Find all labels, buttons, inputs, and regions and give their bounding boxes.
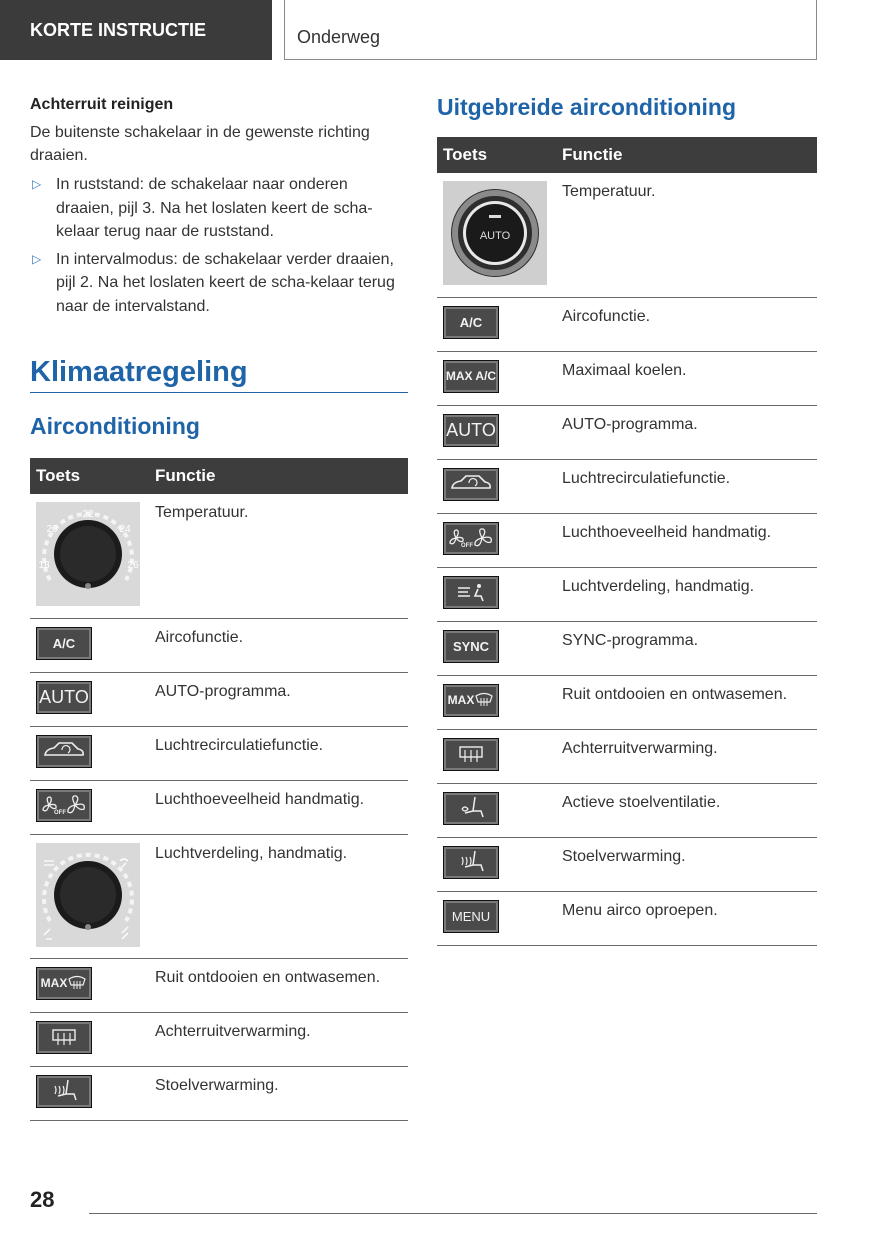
bullet-triangle-icon: ▷ [32,177,42,191]
air-distribution-icon [443,576,499,609]
function-text: Maximaal koelen. [556,351,817,405]
list-item [30,248,408,319]
temp-mark-20: 20 [46,524,58,535]
menu-button-icon: MENU [443,900,499,933]
right-column [437,94,817,946]
table-row [437,459,817,513]
max-label: MAX [447,693,475,707]
page-title: Klimaatregeling [30,356,408,393]
function-text: Aircofunctie. [149,618,408,672]
function-text: Luchtverdeling, handmatig. [556,567,817,621]
column-header-function: Functie [556,137,817,173]
rear-window-heating-icon [36,1021,92,1054]
table-row [30,834,408,958]
temp-mark-26: 26 [127,560,139,571]
footer-divider [89,1213,817,1214]
svg-text:OFF: OFF [461,543,473,549]
function-text: Actieve stoelventilatie. [556,783,817,837]
function-text: Ruit ontdooien en ontwasemen. [556,675,817,729]
section-title: Uitgebreide airconditioning [437,94,737,120]
function-text: Luchtrecirculatiefunctie. [556,459,817,513]
bullet-list [30,173,408,318]
ac-button-icon: A/C [443,306,499,339]
function-text: Aircofunctie. [556,297,817,351]
table-row [437,405,817,459]
function-text: Luchtverdeling, handmatig. [149,834,408,958]
auto-knob-icon [443,181,547,285]
function-text: Stoelverwarming. [149,1066,408,1120]
table-row [30,1012,408,1066]
auto-button-icon: AUTO [443,414,499,447]
temp-mark-18: 18 [38,560,50,571]
table-row [437,513,817,567]
recirculation-icon [443,468,499,501]
table-row [437,783,817,837]
max-defrost-icon [443,684,499,717]
function-text: Luchthoeveelheid handmatig. [149,780,408,834]
intro-paragraph: De buitenste schakelaar in de gewenste richting draaien. [30,124,370,164]
table-row [30,958,408,1012]
temp-mark-24: 24 [119,524,131,535]
function-text: Achterruitverwarming. [149,1012,408,1066]
table-row [437,173,817,297]
function-text: Temperatuur. [149,494,408,618]
rear-window-heating-icon [443,738,499,771]
function-table [30,458,408,1121]
table-row [30,726,408,780]
table-row [30,1066,408,1120]
table-row [437,729,817,783]
recirculation-icon [36,735,92,768]
air-distribution-knob-icon [36,843,140,947]
function-text: Stoelverwarming. [556,837,817,891]
table-row [437,567,817,621]
function-text: SYNC-programma. [556,621,817,675]
function-text: Temperatuur. [556,173,817,297]
table-row [30,780,408,834]
table-row [437,297,817,351]
table-row [30,494,408,618]
column-header-key: Toets [30,458,149,494]
function-text: Luchtrecirculatiefunctie. [149,726,408,780]
column-header-key: Toets [437,137,556,173]
auto-button-icon: AUTO [36,681,92,714]
subheading: Achterruit reinigen [30,96,174,113]
temp-mark-22: 22 [82,509,94,520]
max-defrost-icon [36,967,92,1000]
max-label: MAX [40,976,68,990]
max-ac-button-icon: MAX A/C [443,360,499,393]
table-row [437,675,817,729]
seat-heating-icon [36,1075,92,1108]
bullet-text: In ruststand: de schakelaar naar onderen draaien, pijl 3. Na het loslaten keert de scha-kelaar terug naar de ruststand. [56,176,373,240]
knob-auto-label: AUTO [479,230,511,242]
seat-ventilation-icon [443,792,499,825]
section-title: Airconditioning [30,413,200,439]
table-row [30,618,408,672]
chapter-header: Onderweg [284,0,817,60]
sync-button-icon: SYNC [443,630,499,663]
table-row [437,837,817,891]
section-header: KORTE INSTRUCTIE [0,0,272,60]
svg-text:OFF: OFF [54,810,66,816]
function-text: Menu airco oproepen. [556,891,817,945]
bullet-triangle-icon: ▷ [32,251,42,266]
function-text: AUTO-programma. [149,672,408,726]
seat-heating-icon [443,846,499,879]
function-table [437,137,817,946]
bullet-text: In intervalmodus: de schakelaar verder draaien, pijl 2. Na het loslaten keert de scha-kelaar terug naar de intervalstand. [56,250,395,315]
left-column [30,94,408,1121]
function-text: AUTO-programma. [556,405,817,459]
table-row [437,621,817,675]
fan-off-fan-icon [36,789,92,822]
ac-button-icon: A/C [36,627,92,660]
list-item [30,173,408,244]
table-row [30,672,408,726]
fan-off-fan-icon [443,522,499,555]
temperature-knob-icon [36,502,140,606]
table-row [437,351,817,405]
page-number: 28 [30,1187,55,1212]
function-text: Ruit ontdooien en ontwasemen. [149,958,408,1012]
table-row [437,891,817,945]
function-text: Achterruitverwarming. [556,729,817,783]
function-text: Luchthoeveelheid handmatig. [556,513,817,567]
column-header-function: Functie [149,458,408,494]
